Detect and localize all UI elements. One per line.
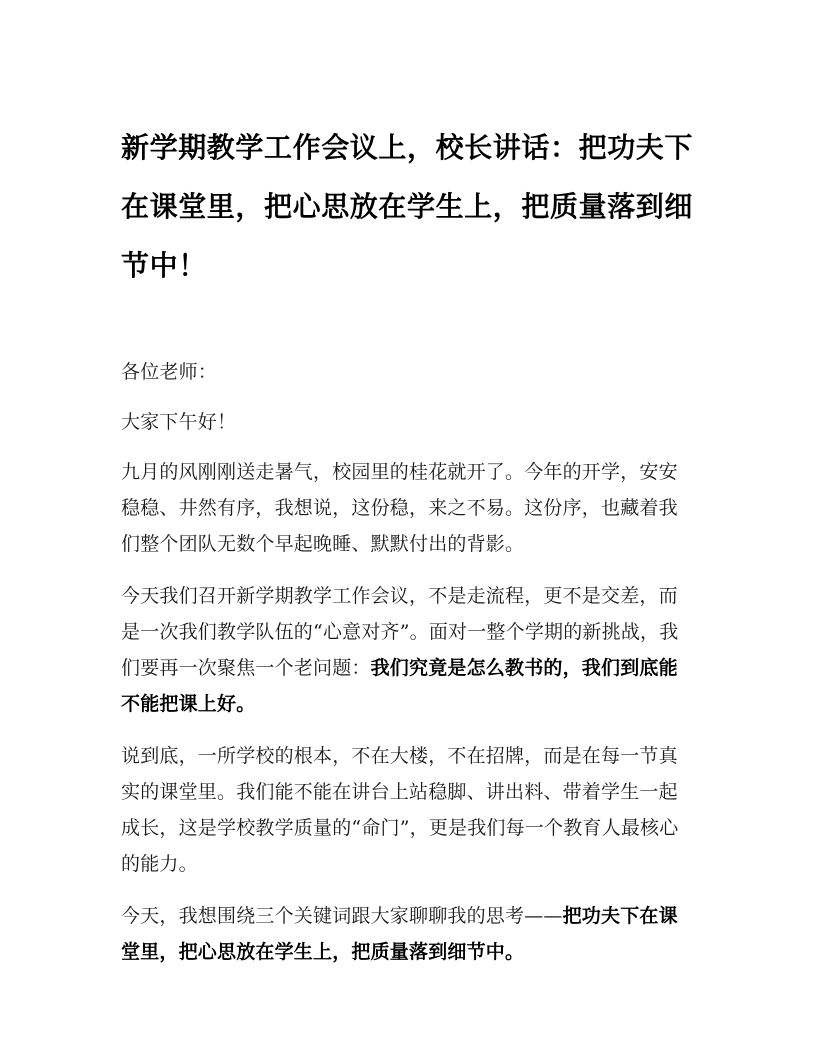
- paragraph-4: [121, 898, 687, 970]
- paragraph-2-emphasis: 我们究竟是怎么教书的，我们到底能不能把课上好。: [121, 657, 678, 715]
- document-title: 新学期教学工作会议上，校长讲话：把功夫下在课堂里，把心思放在学生上，把质量落到细节中！: [121, 131, 694, 282]
- paragraph-3: [121, 738, 687, 882]
- salutation: 各位老师：: [121, 361, 218, 383]
- document-body: [121, 354, 687, 986]
- paragraph-1-text: 九月的风刚刚送走暑气，校园里的桂花就开了。今年的开学，安安稳稳、井然有序，我想说，这份稳，来之不易。这份序，也藏着我们整个团队无数个早起晚睡、默默付出的背影。: [121, 461, 678, 555]
- paragraph-3-text: 说到底，一所学校的根本，不在大楼，不在招牌，而是在每一节真实的课堂里。我们能不能在讲台上站稳脚、讲出料、带着学生一起成长，这是学校教学质量的“命门”，更是我们每一个教育人最核心的能力。: [121, 745, 679, 875]
- greeting: 大家下午好！: [121, 411, 237, 433]
- paragraph-2-text: 今天我们召开新学期教学工作会议，不是走流程，更不是交差，而是一次我们教学队伍的“心意对齐”。面对一整个学期的新挑战，我们要再一次聚焦一个老问题：: [121, 585, 679, 679]
- paragraph-2: [121, 578, 687, 722]
- paragraph-1: [121, 454, 687, 562]
- paragraph-4-text: 今天，我想围绕三个关键词跟大家聊聊我的思考——: [121, 905, 563, 927]
- paragraph-4-emphasis: 把功夫下在课堂里，把心思放在学生上，把质量落到细节中。: [121, 905, 678, 963]
